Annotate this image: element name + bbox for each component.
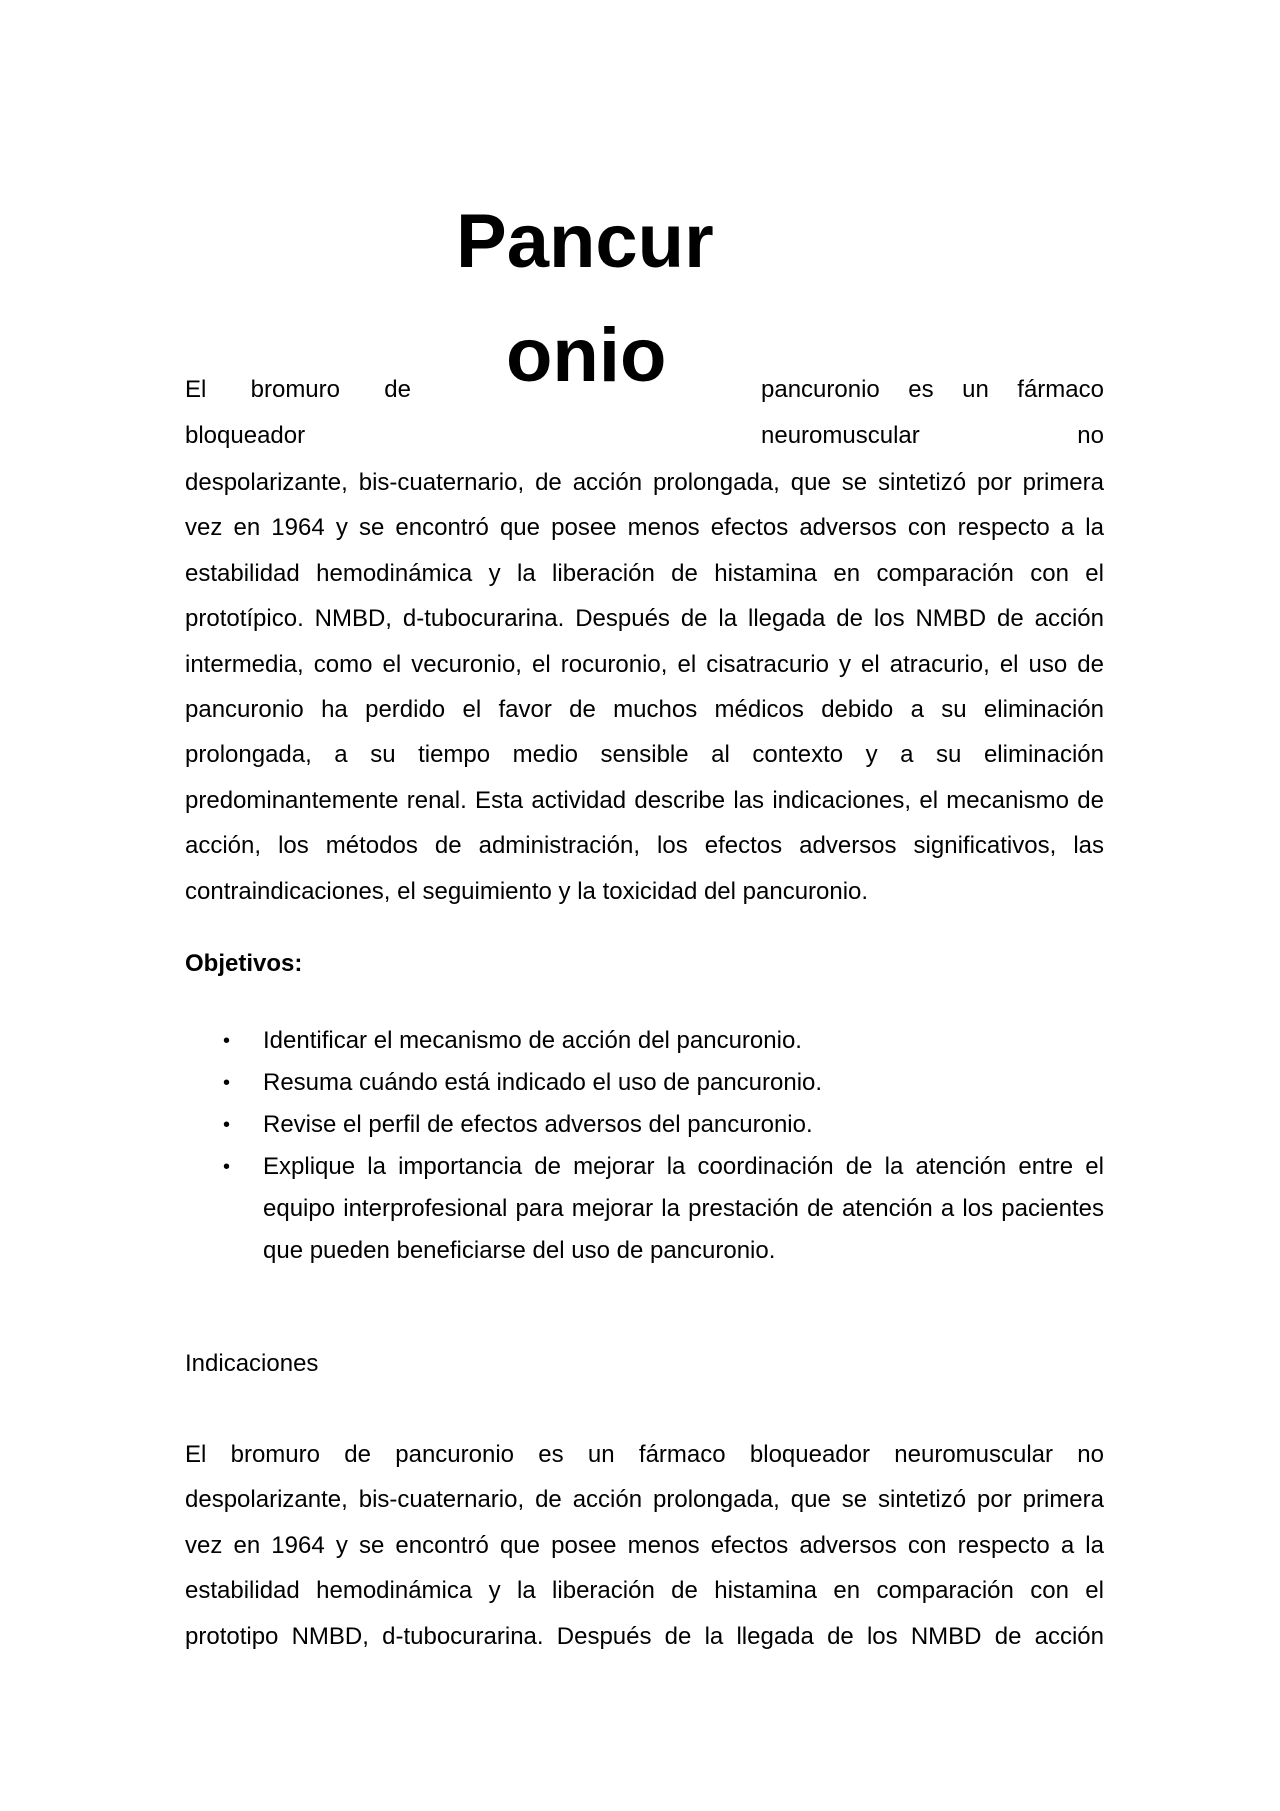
intro-paragraph (185, 460, 1104, 914)
word: bloqueador (185, 422, 306, 449)
intro-line2-left (185, 413, 411, 458)
indications-paragraph (185, 1432, 1104, 1659)
paragraph-line: predominantemente renal. Esta actividad describe las indicaciones, el mecanismo de (185, 786, 1104, 814)
objectives-heading: Objetivos: (185, 950, 303, 977)
intro-line1-left (185, 367, 411, 412)
paragraph-line: vez en 1964 y se encontró que posee menos efectos adversos con respecto a la (185, 1531, 1104, 1559)
objective-text: Identificar el mecanismo de acción del pancuronio. (263, 1027, 802, 1054)
title-line-1: Pancur (456, 199, 714, 284)
paragraph-line: El bromuro de pancuronio es un fármaco bloqueador neuromuscular no (185, 1441, 1104, 1468)
intro-line1-right (761, 367, 1104, 412)
paragraph-line: despolarizante, bis-cuaternario, de acción prolongada, que se sintetizó por primera (185, 469, 1104, 496)
indications-heading: Indicaciones (185, 1350, 319, 1377)
objective-text: Explique la importancia de mejorar la coordinación de la atención entre el equipo interprofesional para mejorar la prestación de atención a los pacientes que pueden beneficiarse del uso de pancuronio. (263, 1153, 1104, 1264)
bullet-icon: • (223, 1030, 231, 1052)
paragraph-line: intermedia, como el vecuronio, el rocuronio, el cisatracurio y el atracurio, el uso de (185, 650, 1104, 678)
word: fármaco (1017, 376, 1104, 403)
word: bromuro (250, 376, 340, 403)
objectives-list (185, 1020, 1104, 1272)
paragraph-line: despolarizante, bis-cuaternario, de acción prolongada, que se sintetizó por primera (185, 1486, 1104, 1514)
intro-split-line-2 (185, 413, 1104, 458)
paragraph-line: acción, los métodos de administración, los efectos adversos significativos, las (185, 832, 1104, 860)
word: no (1077, 422, 1104, 449)
word: de (384, 376, 411, 403)
list-item (185, 1020, 1104, 1062)
word: pancuronio (761, 376, 880, 403)
paragraph-line: pancuronio ha perdido el favor de muchos médicos debido a su eliminación (185, 695, 1104, 723)
word: es (908, 376, 934, 403)
bullet-icon: • (223, 1072, 231, 1094)
paragraph-line: estabilidad hemodinámica y la liberación de histamina en comparación con el (185, 559, 1104, 587)
document-title (456, 185, 766, 413)
objective-text: Resuma cuándo está indicado el uso de pancuronio. (263, 1069, 823, 1096)
paragraph-line: prototipo NMBD, d-tubocurarina. Después de la llegada de los NMBD de acción (185, 1622, 1104, 1650)
list-item (185, 1062, 1104, 1104)
objective-text: Revise el perfil de efectos adversos del pancuronio. (263, 1111, 813, 1138)
paragraph-line: vez en 1964 y se encontró que posee menos efectos adversos con respecto a la (185, 514, 1104, 542)
paragraph-line: estabilidad hemodinámica y la liberación de histamina en comparación con el (185, 1577, 1104, 1605)
list-item (185, 1104, 1104, 1146)
paragraph-line: contraindicaciones, el seguimiento y la toxicidad del pancuronio. (185, 877, 869, 905)
paragraph-line: prototípico. NMBD, d-tubocurarina. Después de la llegada de los NMBD de acción (185, 605, 1104, 633)
list-item (185, 1146, 1104, 1272)
bullet-icon: • (223, 1114, 231, 1136)
intro-line2-right (761, 413, 1104, 458)
paragraph-line: prolongada, a su tiempo medio sensible al contexto y a su eliminación (185, 741, 1104, 769)
title-line-2: onio (506, 313, 667, 398)
word: El (185, 376, 207, 403)
bullet-icon: • (223, 1156, 231, 1178)
word: un (962, 376, 989, 403)
word: neuromuscular (761, 422, 920, 449)
